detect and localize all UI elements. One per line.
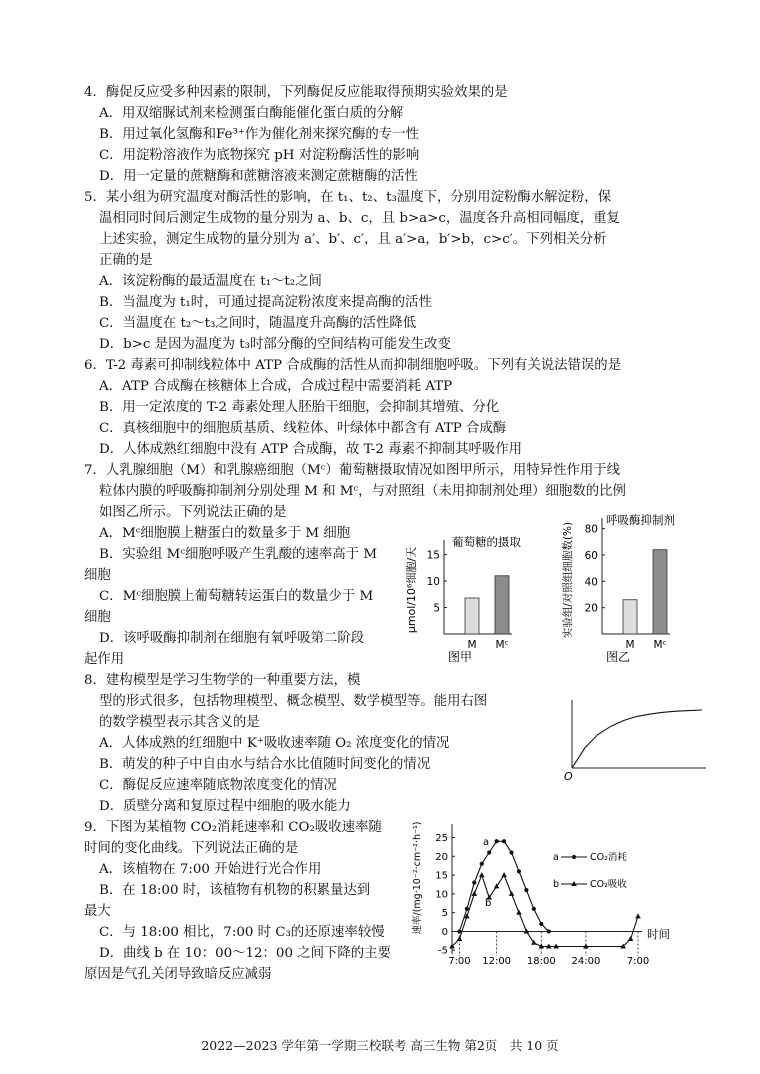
q7-option-d-line2: 起作用 [84,652,125,667]
co2-rate-chart [406,808,678,968]
yi-bar-0 [623,600,637,634]
q9-option-d-line2: 原因是气孔关闭导致暗反应减弱 [84,967,272,982]
q5-stem-line4: 正确的是 [99,253,153,268]
q6-stem: 6．T-2 毒素可抑制线粒体中 ATP 合成酶的活性从而抑制细胞呼吸。下列有关说法错误的是 [84,358,622,373]
figure-yi-ylabel: 实验组/对照组细胞数(%) [562,521,574,639]
co2-y-tick-label: 15 [435,870,448,882]
q5-option-c: C．当温度在 t₂～t₃之间时，随温度升高酶的活性降低 [99,316,417,331]
q8-stem-line1: 8．建构模型是学习生物学的一种重要方法，模 [84,673,361,688]
q5-option-a: A．该淀粉酶的最适温度在 t₁～t₂之间 [99,274,322,289]
co2-y-tick-label: 25 [435,833,448,845]
q7-stem-line2: 粒体内膜的呼吸酶抑制剂分别处理 M 和 Mᶜ，与对照组（未用抑制剂处理）细胞数的比例 [99,484,626,499]
yi-category-label: Mᶜ [653,639,667,651]
yi-category-label: M [625,639,635,651]
legend-marker-a: a [553,852,559,863]
q6-option-d: D．人体成熟红细胞中没有 ATP 合成酶，故 T-2 毒素不抑制其呼吸作用 [99,442,523,457]
q5-stem-line2: 温相同时间后测定生成物的量分别为 a、b、c，且 b>a>c，温度各升高相同幅度，重复 [99,211,620,226]
q9-option-a: A．该植物在 7:00 开始进行光合作用 [99,862,322,877]
legend-label-b: CO₂吸收 [590,879,627,890]
q9-stem-line2: 时间的变化曲线。下列说法正确的是 [84,841,299,856]
series-b-point [457,936,463,941]
q4-option-d: D．用一定量的蔗糖酶和蔗糖溶液来测定蔗糖酶的活性 [99,169,418,184]
series-a-point [495,839,499,843]
co2-x-tick-label: 7:00 [448,956,471,967]
co2-y-tick-label: 10 [435,889,448,901]
q4-stem: 4．酶促反应受多种因素的限制，下列酶促反应能取得预期实验效果的是 [84,85,508,100]
yi-y-tick-label: 40 [584,576,598,589]
curve-b-label: b [485,898,492,909]
legend-label-a: CO₂消耗 [590,852,627,863]
figure-yi-caption: 图乙 [606,650,631,664]
page-footer: 2022—2023 学年第一学期三校联考 高三生物 第2页 共 10 页 [201,1038,559,1053]
legend-marker-b: b [553,879,560,890]
q7-option-b-line2: 细胞 [84,568,111,583]
q7-stem-line1: 7．人乳腺细胞（M）和乳腺癌细胞（Mᶜ）葡萄糖摄取情况如图甲所示，用特异性作用于线 [84,463,621,478]
co2-x-tick-label: 7:00 [626,956,650,967]
series-b-point [516,910,522,915]
q9-option-b-line1: B．在 18:00 时，该植物有机物的积累量达到 [99,883,371,898]
series-a-point [480,862,484,866]
yi-y-tick-label: 20 [584,602,598,615]
model-origin-label: O [564,770,573,783]
jia-category-label: Mᶜ [495,639,509,651]
q7-option-c-line1: C．Mᶜ细胞膜上葡萄糖转运蛋白的数量少于 M [99,589,374,604]
series-b-point [501,872,507,877]
q8-stem-line2: 型的形式很多，包括物理模型、概念模型、数学模型等。能用右图 [99,694,488,709]
q5-stem-line1: 5．某小组为研究温度对酶活性的影响，在 t₁、t₂、t₃温度下，分别用淀粉酶水解淀粉，保 [84,190,612,205]
q4-option-c: C．用淀粉溶液作为底物探究 pH 对淀粉酶活性的影响 [99,148,420,163]
series-a-point [509,850,513,854]
q7-option-b-line1: B．实验组 Mᶜ细胞呼吸产生乳酸的速率高于 M [99,547,378,562]
co2-x-tick-label: 18:00 [526,956,556,967]
q4-option-a: A．用双缩脲试剂来检测蛋白酶能催化蛋白质的分解 [99,106,404,121]
q7-stem-line3: 如图乙所示。下列说法正确的是 [99,505,287,520]
jia-y-tick-label: 10 [426,576,440,589]
series-b-point [635,913,641,918]
series-a-point [502,839,506,843]
co2-chart-xlabel: 时间 [647,927,670,941]
co2-x-tick-label: 12:00 [482,956,512,967]
co2-y-tick-label: -5 [438,945,448,957]
q9-option-d-line1: D．曲线 b 在 10：00～12：00 之间下降的主要 [99,946,391,961]
q9-stem-line1: 9．下图为某植物 CO₂消耗速率和 CO₂吸收速率随 [84,820,382,835]
figure-jia-chart [400,530,530,666]
jia-bar-0 [465,598,479,634]
q7-option-a: A．Mᶜ细胞膜上糖蛋白的数量多于 M 细胞 [99,526,351,541]
series-a-point [472,881,476,885]
co2-x-tick-label: 24:00 [571,956,601,967]
figure-yi-title: 呼吸酶抑制剂 [606,513,675,527]
figure-jia-title: 葡萄糖的摄取 [452,535,521,549]
series-b-point [628,936,634,941]
q8-option-c: C．酶促反应速率随底物浓度变化的情况 [99,778,337,793]
figure-jia-ylabel: μmol/10⁶细胞/天 [405,546,418,634]
q5-option-b: B．当温度为 t₁时，可通过提高淀粉浓度来提高酶的活性 [99,295,432,310]
q6-option-a: A．ATP 合成酶在核糖体上合成，合成过程中需要消耗 ATP [99,379,453,394]
q6-option-c: C．真核细胞中的细胞质基质、线粒体、叶绿体中都含有 ATP 合成酶 [99,421,507,436]
series-b-point [479,872,485,877]
model-curve-chart [558,696,708,784]
figure-jia-caption: 图甲 [448,650,473,664]
jia-bar-1 [495,576,509,634]
q7-option-d-line1: D．该呼吸酶抑制剂在细胞有氧呼吸第二阶段 [99,631,365,646]
jia-y-tick-label: 15 [426,549,440,562]
figure-yi-chart [558,508,688,666]
q8-stem-line3: 的数学模型表示其含义的是 [99,715,260,730]
q9-option-c: C．与 18:00 相比，7:00 时 C₃的还原速率较慢 [99,925,385,940]
legend-point-a [572,855,576,859]
q5-stem-line3: 上述实验，测定生成物的量分别为 a′、b′、c′，且 a′>a，b′>b，c>c′。下列相关分析 [99,232,607,247]
q6-option-b: B．用一定浓度的 T-2 毒素处理人胚胎干细胞，会抑制其增殖、分化 [99,400,500,415]
co2-y-tick-label: 0 [441,926,448,938]
q5-option-d: D．b>c 是因为温度为 t₃时部分酶的空间结构可能发生改变 [99,337,451,352]
curve-a-label: a [483,837,490,848]
co2-y-tick-label: 5 [441,908,448,920]
series-b-point [524,928,530,933]
yi-bar-1 [653,550,667,634]
series-b-point [509,891,515,896]
q9-option-b-line2: 最大 [84,904,111,919]
q8-option-a: A．人体成熟的红细胞中 K⁺吸收速率随 O₂ 浓度变化的情况 [99,736,450,751]
q8-option-b: B．萌发的种子中自由水与结合水比值随时间变化的情况 [99,757,431,772]
series-a-point [524,888,528,892]
series-a-point [487,850,491,854]
q4-option-b: B．用过氧化氢酶和Fe³⁺作为催化剂来探究酶的专一性 [99,127,419,142]
series-a-line [459,841,548,931]
q7-option-c-line2: 细胞 [84,610,111,625]
series-a-point [547,929,551,933]
model-curve [572,710,702,768]
jia-y-tick-label: 5 [433,602,440,615]
jia-category-label: M [467,639,477,651]
series-a-point [539,922,543,926]
yi-y-tick-label: 60 [584,549,598,562]
yi-y-tick-label: 80 [584,523,598,536]
series-a-point [532,907,536,911]
series-a-point [517,869,521,873]
series-b-point [472,891,478,896]
q8-option-d: D．质壁分离和复原过程中细胞的吸水能力 [99,799,351,814]
co2-chart-ylabel: 速率/(mg·10⁻²·cm⁻²·h⁻¹) [412,821,423,935]
co2-y-tick-label: 20 [435,851,448,863]
